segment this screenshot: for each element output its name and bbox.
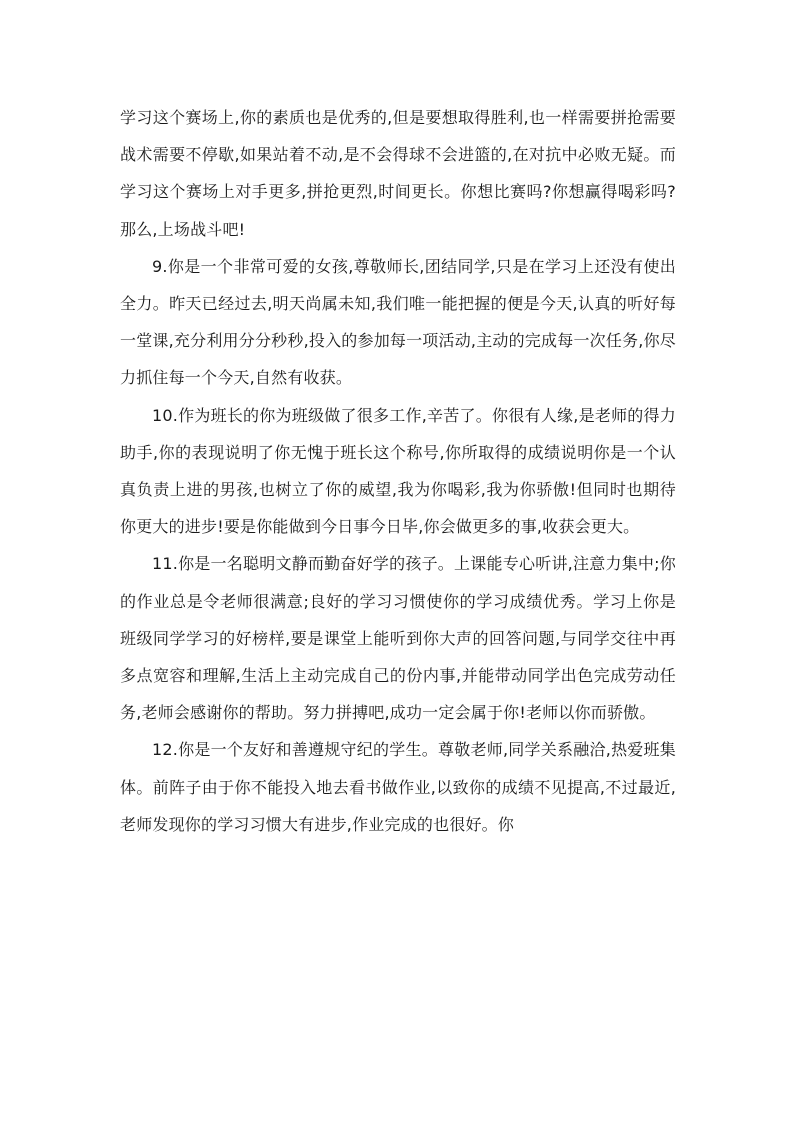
paragraph-item-11: 11.你是一名聪明文静而勤奋好学的孩子。上课能专心听讲,注意力集中;你的作业总是令老师很满意;良好的学习习惯使你的学习成绩优秀。学习上你是班级同学学习的好榜样,要是课堂上能听到你大声的回答问题,与同学交往中再多点宽容和理解,生活上主动完成自己的份内事,并能带动同学出色完成劳动任务,老师会感谢你的帮助。努力拼搏吧,成功一定会属于你!老师以你而骄傲。 [120,554,676,723]
document-body [120,99,676,843]
paragraph-item-10: 10.作为班长的你为班级做了很多工作,辛苦了。你很有人缘,是老师的得力助手,你的表现说明了你无愧于班长这个称号,你所取得的成绩说明你是一个认真负责上进的男孩,也树立了你的威望,我为你喝彩,我为你骄傲!但同时也期待你更大的进步!要是你能做到今日事今日毕,你会做更多的事,收获会更大。 [120,405,676,537]
paragraph-item-12: 12.你是一个友好和善遵规守纪的学生。尊敬老师,同学关系融洽,热爱班集体。前阵子由于你不能投入地去看书做作业,以致你的成绩不见提高,不过最近,老师发现你的学习习惯大有进步,作业完成的也很好。你 [120,740,676,834]
paragraph-continuation: 学习这个赛场上,你的素质也是优秀的,但是要想取得胜利,也一样需要拼抢需要战术需要不停歇,如果站着不动,是不会得球不会进篮的,在对抗中必败无疑。而学习这个赛场上对手更多,拼抢更烈,时间更长。你想比赛吗?你想赢得喝彩吗?那么,上场战斗吧! [120,108,676,239]
paragraph-item-9: 9.你是一个非常可爱的女孩,尊敬师长,团结同学,只是在学习上还没有使出全力。昨天已经过去,明天尚属未知,我们唯一能把握的便是今天,认真的听好每一堂课,充分利用分分秒秒,投入的参加每一项活动,主动的完成每一次任务,你尽力抓住每一个今天,自然有收获。 [120,256,676,388]
